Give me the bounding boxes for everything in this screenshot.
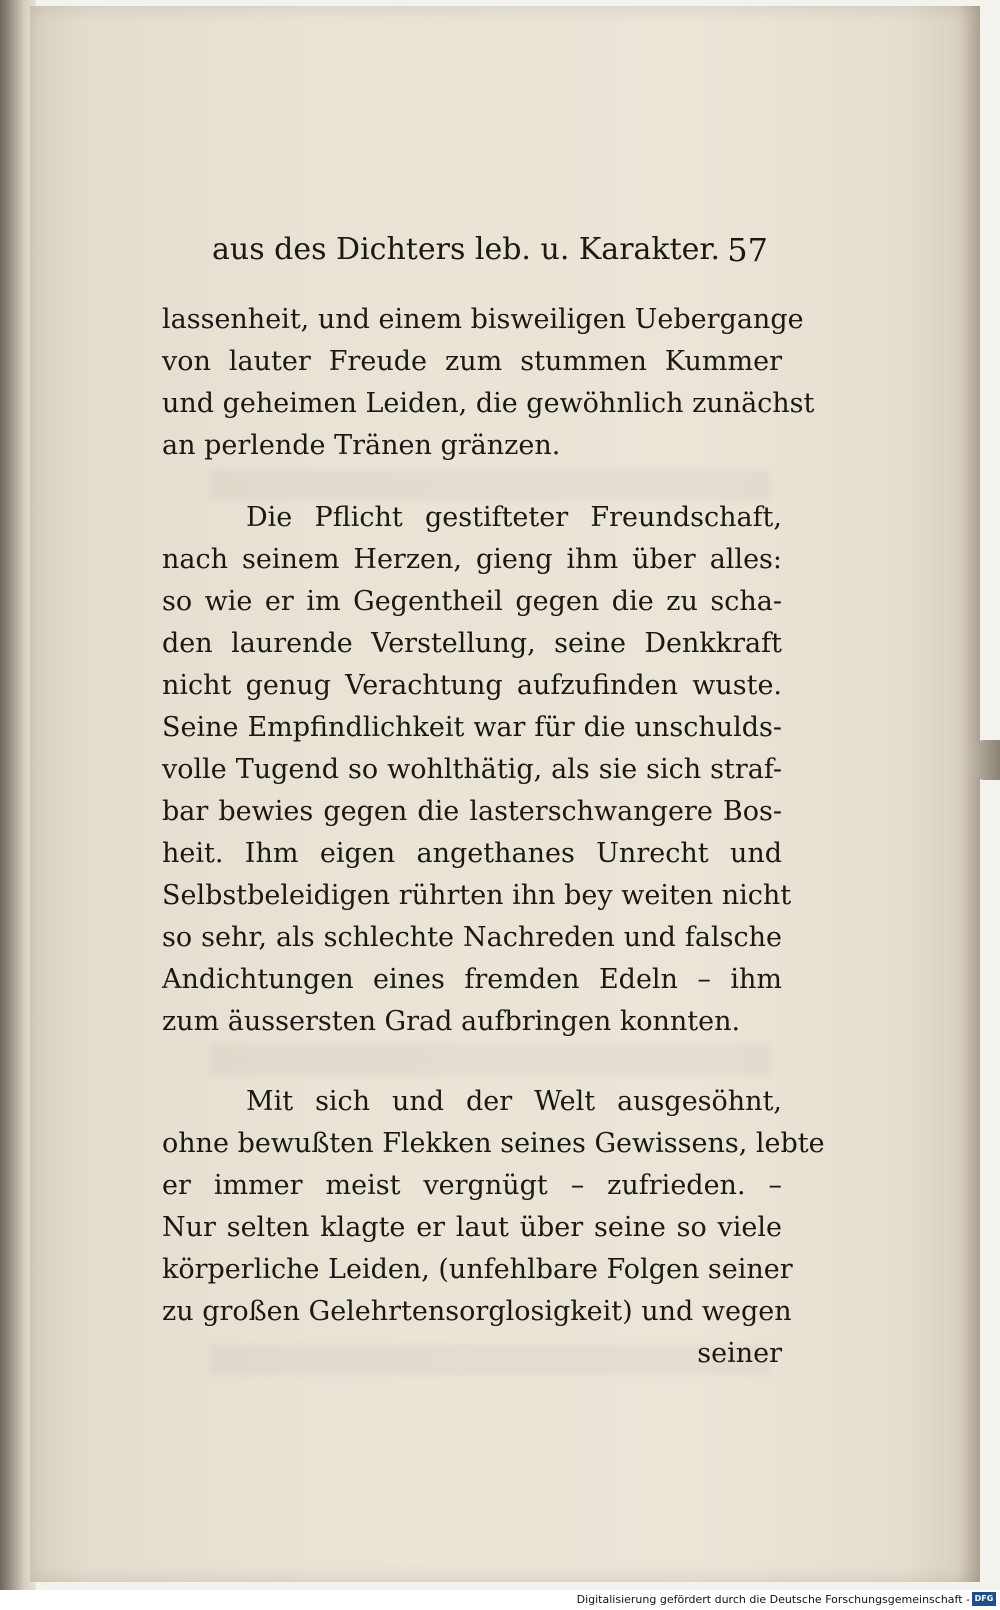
- text-line: er immer meist vergnügt – zufrieden. –: [162, 1170, 782, 1201]
- text-line: Nur selten klagte er laut über seine so viele: [162, 1212, 782, 1243]
- text-line: körperliche Leiden, (unfehlbare Folgen seiner: [162, 1254, 793, 1285]
- text-line: an perlende Tränen gränzen.: [162, 430, 561, 461]
- text-line: und geheimen Leiden, die gewöhnlich zunächst: [162, 388, 815, 419]
- dfg-logo: DFG: [972, 1592, 996, 1606]
- text-line: zu großen Gelehrtensorglosigkeit) und wegen: [162, 1296, 792, 1327]
- show-through-text: [210, 1045, 770, 1075]
- funding-credit: Digitalisierung gefördert durch die Deutsche Forschungsgemeinschaft -: [576, 1593, 970, 1606]
- show-through-text: [210, 470, 770, 500]
- running-head: [180, 228, 780, 272]
- text-line: nicht genug Verachtung aufzufinden wuste.: [162, 670, 782, 701]
- text-line: lassenheit, und einem bisweiligen Uebergange: [162, 304, 804, 335]
- text-line: so wie er im Gegentheil gegen die zu scha-: [162, 586, 782, 617]
- page-gutter-shadow: [958, 6, 980, 1582]
- running-title: aus des Dichters leb. u. Karakter.: [212, 232, 720, 267]
- text-line: nach seinem Herzen, gieng ihm über alles:: [162, 544, 782, 575]
- text-line: von lauter Freude zum stummen Kummer: [162, 346, 782, 377]
- text-line: volle Tugend so wohlthätig, als sie sich straf-: [162, 754, 782, 785]
- catchword: seiner: [697, 1338, 782, 1369]
- page-clip-tab: [970, 740, 1000, 780]
- text-line: Mit sich und der Welt ausgesöhnt,: [246, 1086, 782, 1117]
- text-line: so sehr, als schlechte Nachreden und falsche: [162, 922, 782, 953]
- text-line: den laurende Verstellung, seine Denkkraft: [162, 628, 782, 659]
- text-line: ohne bewußten Flekken seines Gewissens, lebte: [162, 1128, 825, 1159]
- text-line: zum äussersten Grad aufbringen konnten.: [162, 1006, 741, 1037]
- text-line: Seine Empfindlichkeit war für die unschulds-: [162, 712, 782, 743]
- text-line: Andichtungen eines fremden Edeln – ihm: [162, 964, 782, 995]
- text-line: bar bewies gegen die lasterschwangere Bos-: [162, 796, 782, 827]
- text-line: heit. Ihm eigen angethanes Unrecht und: [162, 838, 782, 869]
- page-number: 57: [727, 231, 768, 269]
- text-line: Die Pflicht gestifteter Freundschaft,: [246, 502, 782, 533]
- text-line: Selbstbeleidigen rührten ihn bey weiten nicht: [162, 880, 792, 911]
